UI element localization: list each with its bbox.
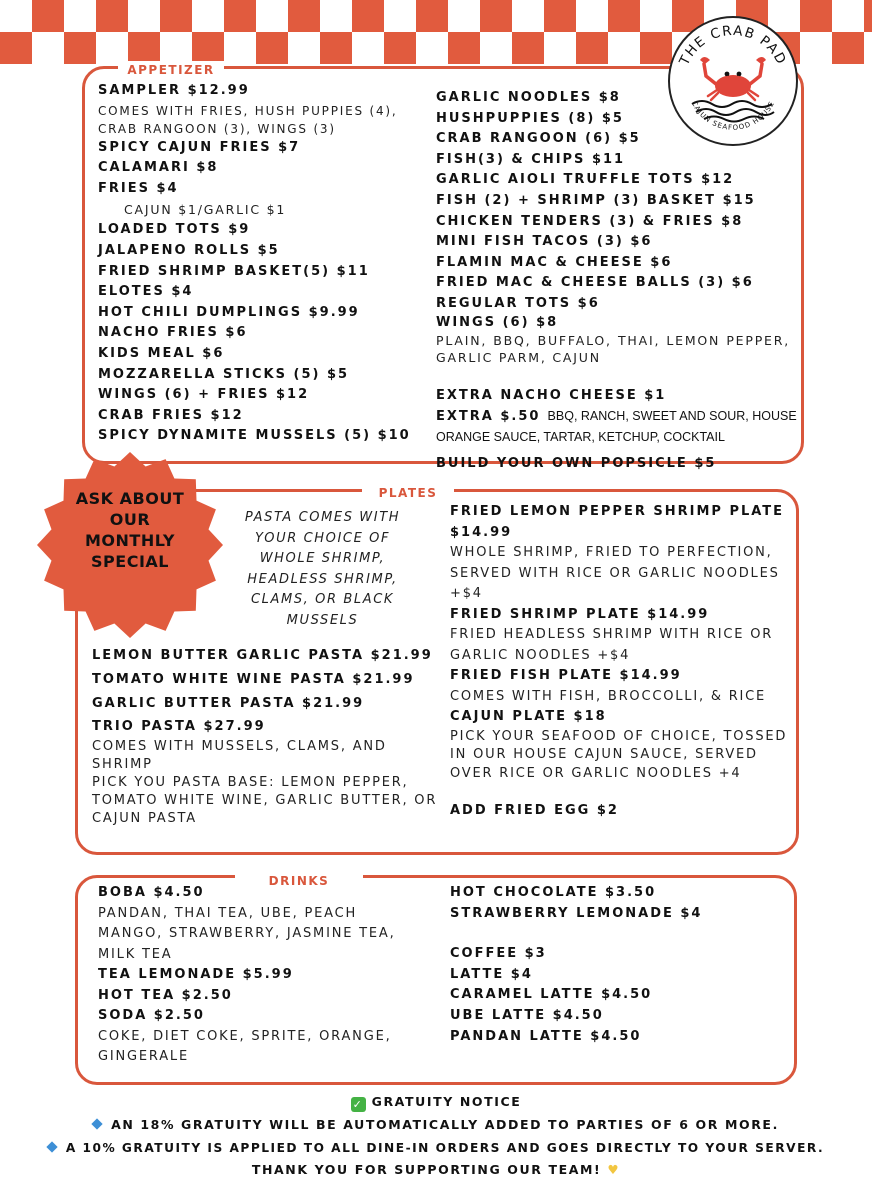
menu-item: SODA $2.50 [98,1008,205,1024]
menu-item-desc: PLAIN, BBQ, BUFFALO, THAI, LEMON PEPPER, GARLIC PARM, CAJUN [436,332,790,365]
menu-item: ADD FRIED EGG $2 [450,803,619,819]
menu-item: FRIED FISH PLATE $14.99 [450,668,682,684]
menu-item: MOZZARELLA STICKS (5) $5 [98,366,350,382]
menu-item-desc: FRIED HEADLESS SHRIMP WITH RICE OR GARLIC NOODLES +$4 [450,627,774,663]
appetizer-title: APPETIZER [118,61,224,79]
menu-item-desc: CAJUN $1/GARLIC $1 [124,202,287,218]
crab-icon [715,75,751,97]
gratuity-line-2: A 10% GRATUITY IS APPLIED TO ALL DINE-IN ORDERS AND GOES DIRECTLY TO YOUR SERVER. [65,1141,825,1155]
plates-title: PLATES [362,484,454,502]
menu-item: MINI FISH TACOS (3) $6 [436,234,653,250]
crab-logo-art [670,18,796,144]
menu-item: LEMON BUTTER GARLIC PASTA $21.99 [92,648,433,663]
menu-item-desc: WHOLE SHRIMP, FRIED TO PERFECTION, SERVED WITH RICE OR GARLIC NOODLES +$4 [450,545,780,601]
menu-item: LOADED TOTS $9 [98,222,251,238]
menu-item: HOT CHILI DUMPLINGS $9.99 [98,304,360,320]
menu-item: WINGS (6) $8 [436,314,559,330]
menu-item: SAMPLER $12.99 [98,83,250,98]
sauce-list: BBQ, RANCH, SWEET AND SOUR, HOUSE [547,409,797,424]
gratuity-title: GRATUITY NOTICE [371,1094,522,1109]
menu-item: NACHO FRIES $6 [98,325,248,341]
blue-diamond-icon [46,1141,57,1152]
menu-item-desc: PICK YOUR SEAFOOD OF CHOICE, TOSSED IN OUR HOUSE CAJUN SAUCE, SERVED OVER RICE OR GARLIC NOODLES +4 [450,728,788,781]
drinks-title: DRINKS [235,872,363,891]
menu-item: FLAMIN MAC & CHEESE $6 [436,254,673,270]
yellow-heart-icon: ♥ [607,1162,621,1177]
menu-item: PANDAN LATTE $4.50 [450,1028,642,1044]
menu-item: KIDS MEAL $6 [98,345,225,361]
svg-text:CAJUN SEAFOOD HOUSE [690,100,776,132]
logo-name: THE CRAB PAD [676,22,790,68]
appetizer-right-column [436,88,797,474]
menu-item: GARLIC NOODLES $8 [436,90,621,105]
thanks-text: THANK YOU FOR SUPPORTING OUR TEAM! [251,1162,602,1177]
checkmark-icon: ✓ [351,1097,366,1112]
gratuity-line-1: AN 18% GRATUITY WILL BE AUTOMATICALLY ADDED TO PARTIES OF 6 OR MORE. [111,1117,779,1132]
menu-item: JALAPENO ROLLS $5 [98,242,280,258]
menu-item-desc: COMES WITH FRIES, HUSH PUPPIES (4), CRAB RANGOON (3), WINGS (3) [98,103,398,136]
menu-item: BOBA $4.50 [98,885,205,900]
menu-item: FRIED SHRIMP BASKET(5) $11 [98,263,370,279]
menu-item: SPICY DYNAMITE MUSSELS (5) $10 [98,428,411,444]
menu-item: TRIO PASTA $27.99 [92,719,266,734]
menu-item: REGULAR TOTS $6 [436,295,600,311]
menu-item: CHICKEN TENDERS (3) & FRIES $8 [436,213,744,229]
svg-text:THE CRAB PAD [676,23,790,69]
blue-diamond-icon [91,1118,102,1129]
menu-item-desc: PICK YOU PASTA BASE: LEMON PEPPER, TOMATO WHITE WINE, GARLIC BUTTER, OR CAJUN PASTA [92,775,438,826]
drinks-right-column [450,883,770,1047]
menu-item-desc: COKE, DIET COKE, SPRITE, ORANGE, GINGERALE [98,1028,392,1065]
menu-item: FRIED SHRIMP PLATE $14.99 [450,606,710,622]
gratuity-title-row [0,1091,872,1113]
menu-item: ELOTES $4 [98,284,194,300]
thanks-row [0,1159,872,1181]
drinks-left-column [98,883,418,1068]
gratuity-line-1-row [0,1114,872,1136]
menu-item-desc: PANDAN, THAI TEA, UBE, PEACH MANGO, STRAWBERRY, JASMINE TEA, MILK TEA [98,905,396,962]
menu-item: HUSHPUPPIES (8) $5 [436,110,624,126]
menu-item: TOMATO WHITE WINE PASTA $21.99 [92,672,415,687]
menu-item: WINGS (6) + FRIES $12 [98,387,310,403]
logo-tagline: CAJUN SEAFOOD HOUSE [689,99,777,132]
menu-item: HOT TEA $2.50 [98,987,233,1003]
pasta-column [92,644,442,828]
gratuity-line-2-row [0,1137,872,1159]
menu-item: CRAB FRIES $12 [98,407,244,423]
menu-item: GARLIC BUTTER PASTA $21.99 [92,696,365,711]
menu-item: COFFEE $3 [450,946,547,962]
extra-sauce-row [436,406,797,428]
sauce-list: ORANGE SAUCE, TARTAR, KETCHUP, COCKTAIL [436,429,725,444]
plates-column [450,501,792,822]
menu-item: FISH (2) + SHRIMP (3) BASKET $15 [436,192,756,208]
monthly-special-text: ASK ABOUT OUR MONTHLY SPECIAL [75,489,185,571]
menu-item: TEA LEMONADE $5.99 [98,967,294,983]
menu-item: CARAMEL LATTE $4.50 [450,987,653,1003]
menu-item: FRIES $4 [98,180,179,196]
appetizer-left-column [98,81,418,447]
menu-item: BUILD YOUR OWN POPSICLE $5 [436,455,717,471]
menu-item: FRIED MAC & CHEESE BALLS (3) $6 [436,275,754,291]
menu-item-desc: COMES WITH MUSSELS, CLAMS, AND SHRIMP [92,739,387,772]
menu-item: LATTE $4 [450,966,533,982]
menu-item: STRAWBERRY LEMONADE $4 [450,905,703,921]
menu-item: CALAMARI $8 [98,160,219,176]
pasta-note: PASTA COMES WITH YOUR CHOICE OF WHOLE SHRIMP, HEADLESS SHRIMP, CLAMS, OR BLACK MUSSELS [244,510,401,628]
menu-item: CAJUN PLATE $18 [450,709,607,725]
menu-item: EXTRA NACHO CHEESE $1 [436,387,667,403]
menu-item: UBE LATTE $4.50 [450,1007,604,1023]
menu-item: CRAB RANGOON (6) $5 [436,131,641,147]
menu-item: EXTRA $.50 [436,409,541,425]
menu-item: GARLIC AIOLI TRUFFLE TOTS $12 [436,172,735,188]
menu-item: HOT CHOCOLATE $3.50 [450,885,657,900]
menu-item: FRIED LEMON PEPPER SHRIMP PLATE $14.99 [450,504,785,540]
menu-item: SPICY CAJUN FRIES $7 [98,139,301,155]
crab-pad-logo [668,16,798,146]
menu-item: FISH(3) & CHIPS $11 [436,151,626,167]
menu-item-desc: COMES WITH FISH, BROCCOLLI, & RICE [450,688,767,704]
